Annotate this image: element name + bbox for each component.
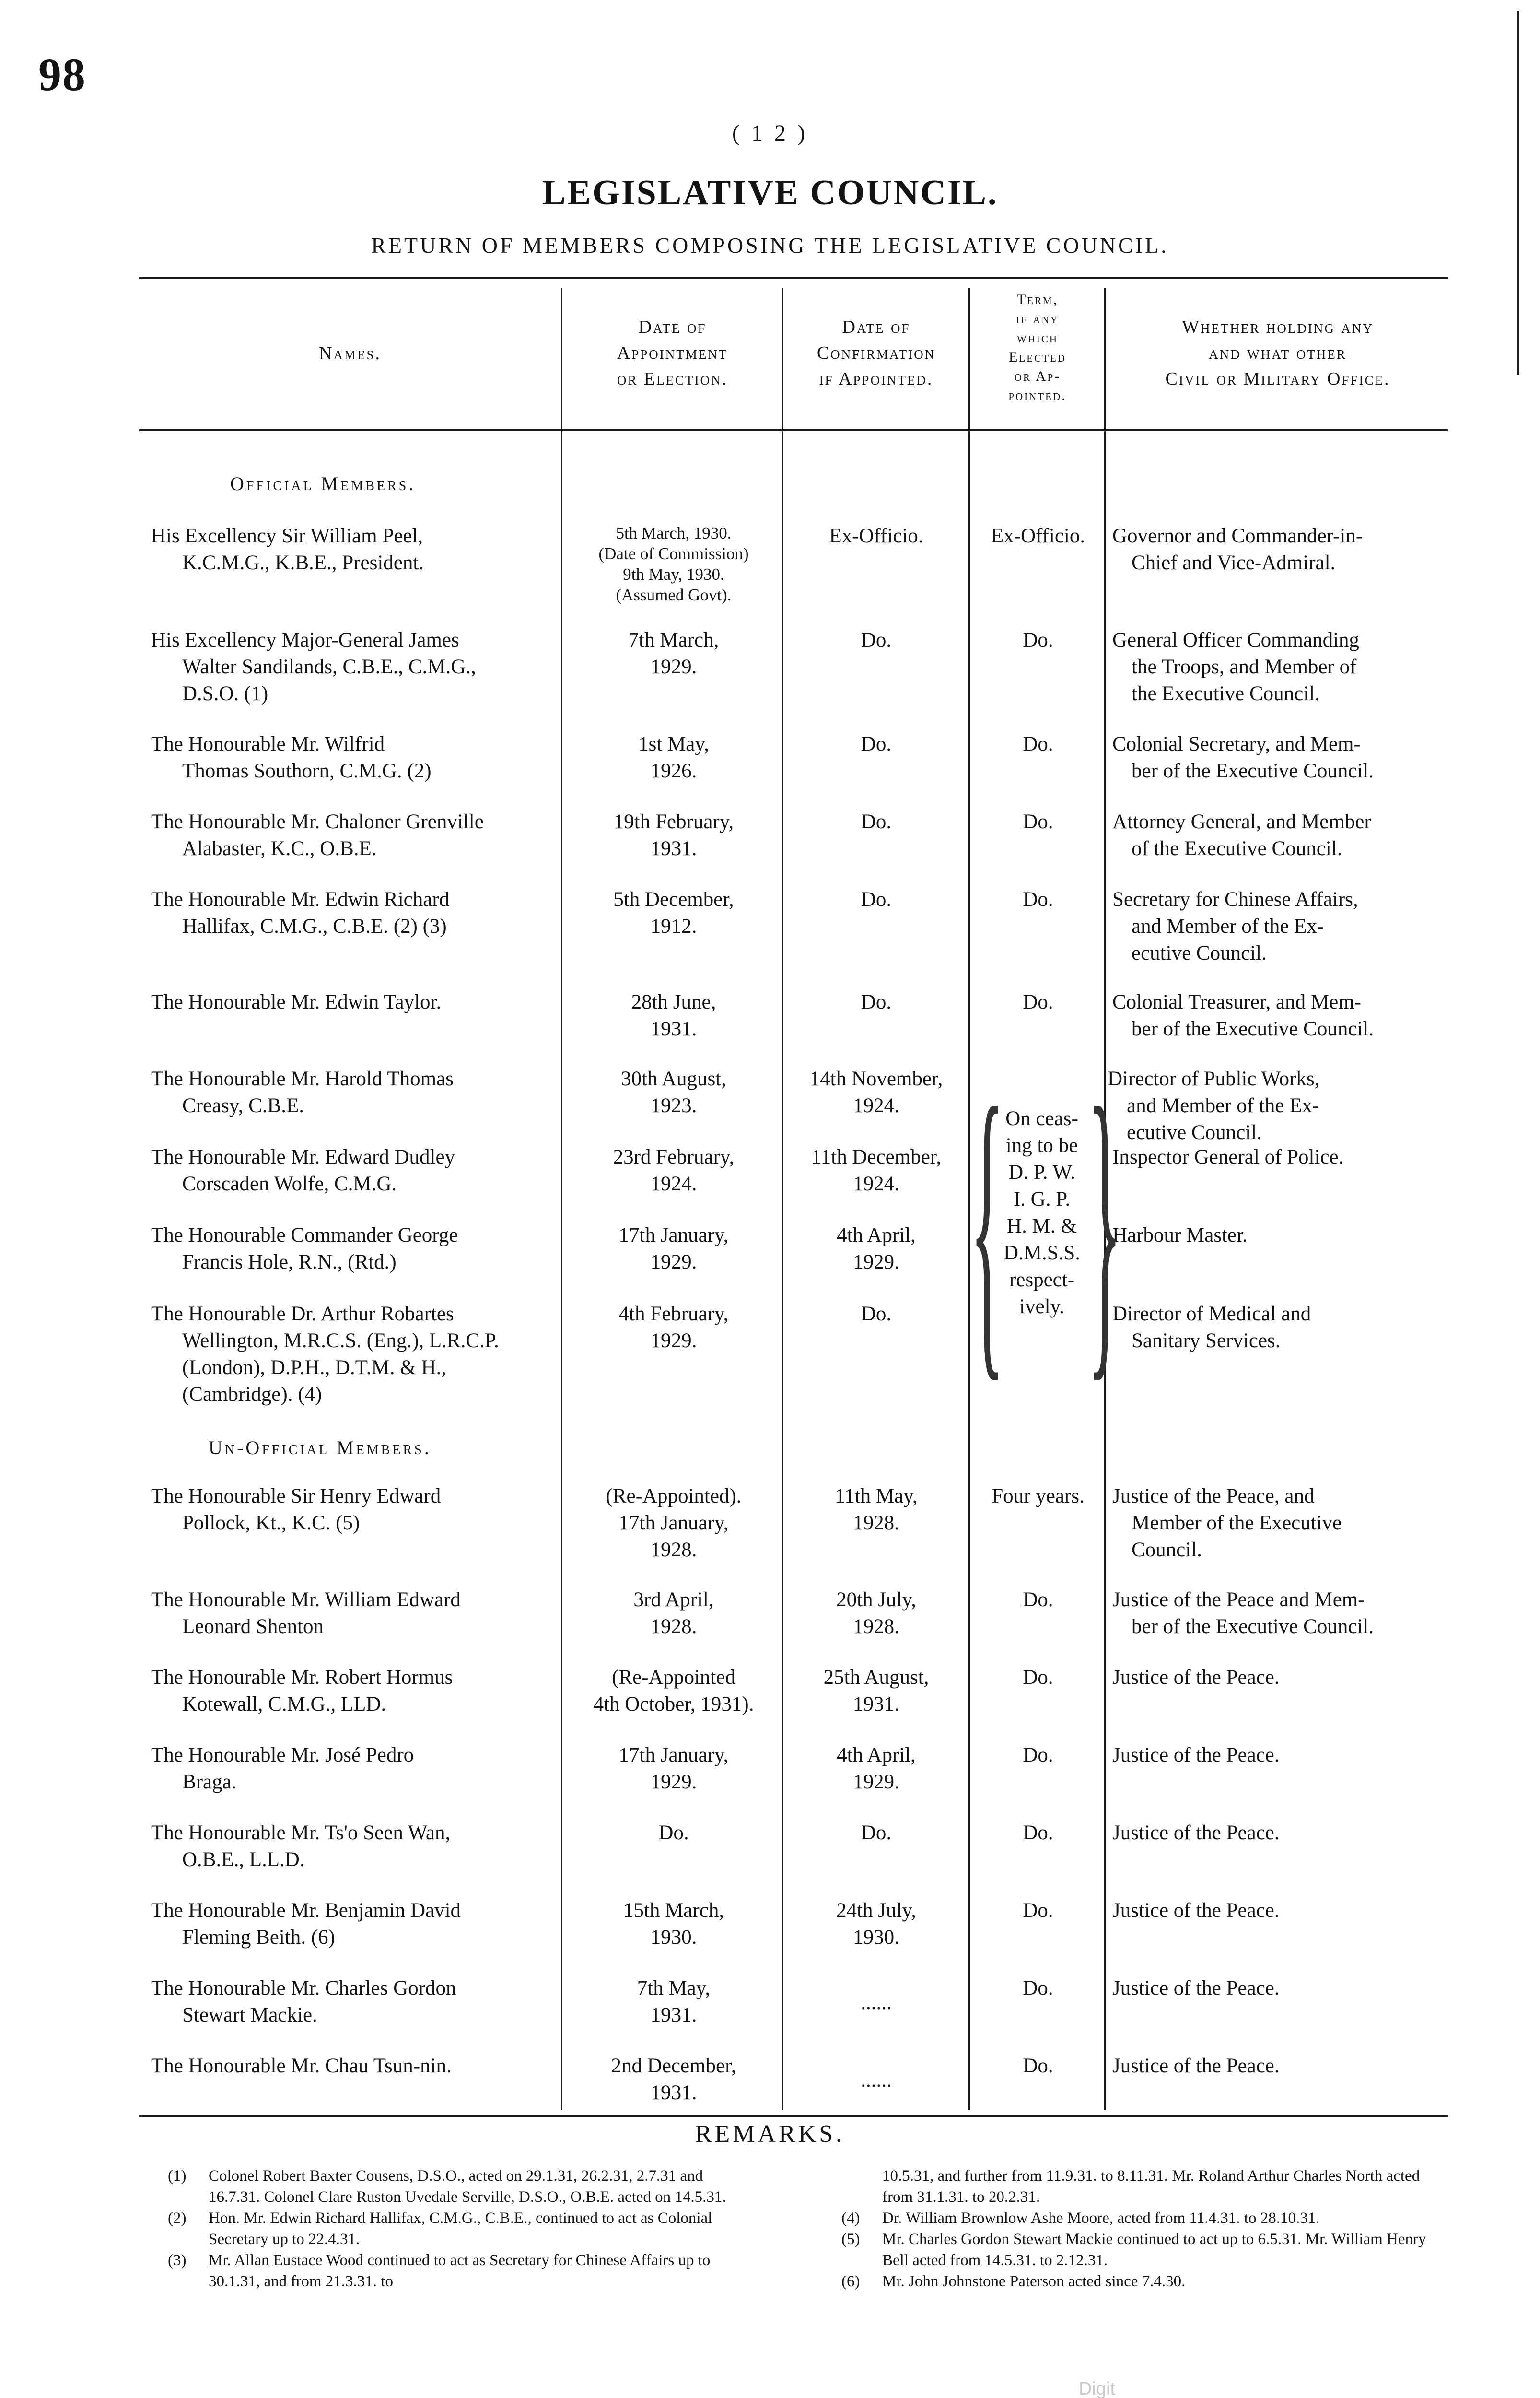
appointment-date: 3rd April, 1928. <box>633 1588 714 1638</box>
term: Do. <box>1023 1899 1053 1922</box>
remarks-right-column <box>841 2165 1441 2292</box>
appointment-date: 28th June, 1931. <box>631 991 716 1040</box>
right-brace: } <box>1087 1042 1122 1409</box>
remarks-left-column <box>168 2165 743 2292</box>
term: Do. <box>1023 1744 1053 1766</box>
confirmation-date: Do. <box>861 1822 892 1844</box>
other-office: Justice of the Peace. <box>1112 1977 1280 1999</box>
other-office: Inspector General of Police. <box>1112 1146 1344 1168</box>
member-name: The Honourable Mr. José Pedro Braga. <box>151 1744 414 1793</box>
confirmation-date: Do. <box>861 811 892 833</box>
appointment-date: 30th August, 1923. <box>621 1068 726 1117</box>
appointment-date: 2nd December, 1931. <box>611 2055 736 2104</box>
column-divider <box>561 288 562 2110</box>
remark-note: (6) Mr. John Johnstone Paterson acted since 7.4.30. <box>841 2273 1186 2290</box>
member-name: The Honourable Commander George Francis Hole, R.N., (Rtd.) <box>151 1224 458 1273</box>
member-name: The Honourable Mr. Chaloner Grenville Alabaster, K.C., O.B.E. <box>151 811 484 860</box>
remark-note: (1) Colonel Robert Baxter Cousens, D.S.O., acted on 29.1.31, 26.2.31, 2.7.31 and 16.7.31. Colonel Clare Ruston Uvedale Serville, D.S.O., O.B.E. acted on 14.5.31. <box>168 2167 726 2206</box>
confirmation-date: ...... <box>861 2069 892 2092</box>
other-office: Justice of the Peace. <box>1112 1744 1280 1766</box>
appointment-date: 19th February, 1931. <box>613 811 734 860</box>
member-name: The Honourable Mr. Wilfrid Thomas Southorn, C.M.G. (2) <box>151 733 432 782</box>
other-office: Justice of the Peace. <box>1112 1666 1280 1689</box>
member-name: His Excellency Sir William Peel, K.C.M.G., K.B.E., President. <box>151 525 424 574</box>
appointment-date: 7th March, 1929. <box>628 629 719 678</box>
watermark: Digit <box>1079 2379 1116 2398</box>
other-office: Colonial Treasurer, and Mem- ber of the Executive Council. <box>1112 991 1374 1040</box>
remark-note: (5) Mr. Charles Gordon Stewart Mackie continued to act up to 6.5.31. Mr. William Henry Bell acted from 14.5.31. to 2.12.31. <box>841 2231 1426 2269</box>
appointment-date: 5th December, 1912. <box>613 888 734 938</box>
other-office: Justice of the Peace and Mem- ber of the Executive Council. <box>1112 1588 1374 1638</box>
appointment-date: (Re-Appointed 4th October, 1931). <box>593 1666 754 1716</box>
table-bottom-rule <box>139 2115 1448 2117</box>
term: Do. <box>1023 1588 1053 1611</box>
table-top-rule <box>139 277 1448 279</box>
member-name: The Honourable Mr. Edwin Richard Hallifax, C.M.G., C.B.E. (2) (3) <box>151 888 450 938</box>
appointment-date: 7th May, 1931. <box>637 1977 711 2026</box>
term: Do. <box>1023 991 1053 1013</box>
term: Do. <box>1023 1822 1053 1844</box>
member-name: The Honourable Mr. Charles Gordon Stewart Mackie. <box>151 1977 456 2026</box>
appointment-date: 1st May, 1926. <box>638 733 709 782</box>
page-title: LEGISLATIVE COUNCIL. <box>542 173 998 212</box>
term: Ex-Officio. <box>991 525 1085 547</box>
confirmation-date: 14th November, 1924. <box>809 1068 943 1117</box>
other-office: Director of Medical and Sanitary Services. <box>1112 1303 1311 1352</box>
header-names: Names. <box>319 343 381 364</box>
page-number: 98 <box>38 49 86 100</box>
confirmation-date: 24th July, 1930. <box>836 1899 916 1949</box>
appointment-date: 23rd February, 1924. <box>613 1146 735 1195</box>
section-unofficial-members: Un-Official Members. <box>209 1437 432 1458</box>
confirmation-date: Do. <box>861 1303 892 1325</box>
term: Do. <box>1023 1977 1053 1999</box>
remark-note: (4) Dr. William Brownlow Ashe Moore, acted from 11.4.31. to 28.10.31. <box>841 2210 1320 2227</box>
member-name: The Honourable Mr. William Edward Leonard Shenton <box>151 1588 461 1638</box>
other-office: General Officer Commanding the Troops, and Member of the Executive Council. <box>1112 629 1360 705</box>
member-name: The Honourable Mr. Edwin Taylor. <box>151 991 442 1013</box>
page-subtitle: RETURN OF MEMBERS COMPOSING THE LEGISLATIVE COUNCIL. <box>371 233 1169 258</box>
confirmation-date: Ex-Officio. <box>829 525 923 547</box>
header-term: Term, if any which Elected or Ap- pointed. <box>1008 292 1067 403</box>
header-confirmation: Date of Confirmation if Appointed. <box>817 317 936 389</box>
confirmation-date: 20th July, 1928. <box>836 1588 916 1638</box>
member-name: The Honourable Dr. Arthur Robartes Wellington, M.R.C.S. (Eng.), L.R.C.P. (London), D.P.H., D.T.M. & H., (Cambridge). (4) <box>151 1303 499 1406</box>
other-office: Justice of the Peace. <box>1112 2055 1280 2077</box>
confirmation-date: 4th April, 1929. <box>837 1224 916 1273</box>
other-office: Justice of the Peace. <box>1112 1899 1280 1922</box>
confirmation-date: 4th April, 1929. <box>837 1744 916 1793</box>
table-header-rule <box>139 429 1448 431</box>
other-office: Director of Public Works, and Member of the Ex- ecutive Council. <box>1108 1068 1320 1144</box>
appointment-date: 4th February, 1929. <box>618 1303 729 1352</box>
other-office: Harbour Master. <box>1112 1224 1248 1246</box>
confirmation-date: Do. <box>861 629 892 651</box>
confirmation-date: ...... <box>861 1991 892 2014</box>
merged-term-cell: On ceas- ing to be D. P. W. I. G. P. H. M. & D.M.S.S. respect- ively. <box>1003 1107 1081 1318</box>
appointment-date: (Re-Appointed). 17th January, 1928. <box>606 1485 742 1561</box>
confirmation-date: 11th May, 1928. <box>835 1485 918 1534</box>
appointment-date: 5th March, 1930. (Date of Commission) 9th May, 1930. (Assumed Govt). <box>598 524 749 604</box>
remark-note: 10.5.31, and further from 11.9.31. to 8.11.31. Mr. Roland Arthur Charles North acted from 31.1.31. to 20.2.31. <box>882 2167 1420 2206</box>
remark-note: (2) Hon. Mr. Edwin Richard Hallifax, C.M.G., C.B.E., continued to act as Colonial Secretary up to 22.4.31. <box>168 2210 712 2248</box>
member-name: The Honourable Mr. Ts'o Seen Wan, O.B.E., L.L.D. <box>151 1822 451 1871</box>
term: Do. <box>1023 2055 1053 2077</box>
member-name: The Honourable Mr. Harold Thomas Creasy, C.B.E. <box>151 1068 454 1117</box>
other-office: Attorney General, and Member of the Executive Council. <box>1112 811 1371 860</box>
other-office: Colonial Secretary, and Mem- ber of the Executive Council. <box>1112 733 1374 782</box>
term: Do. <box>1023 629 1053 651</box>
other-office: Governor and Commander-in- Chief and Vice-Admiral. <box>1112 525 1363 574</box>
term: Do. <box>1023 811 1053 833</box>
other-office: Justice of the Peace. <box>1112 1822 1280 1844</box>
member-name: The Honourable Mr. Edward Dudley Corscaden Wolfe, C.M.G. <box>151 1146 455 1195</box>
other-office: Secretary for Chinese Affairs, and Member of the Ex- ecutive Council. <box>1112 888 1358 964</box>
member-name: The Honourable Mr. Robert Hormus Kotewall, C.M.G., LLD. <box>151 1666 453 1716</box>
term: Do. <box>1023 1666 1053 1689</box>
appointment-date: 17th January, 1929. <box>618 1224 729 1273</box>
confirmation-date: Do. <box>861 991 892 1013</box>
member-name: His Excellency Major-General James Walter Sandilands, C.B.E., C.M.G., D.S.O. (1) <box>151 629 476 705</box>
section-official-members: Official Members. <box>230 473 416 494</box>
member-name: The Honourable Mr. Benjamin David Fleming Beith. (6) <box>151 1899 461 1949</box>
member-name: The Honourable Sir Henry Edward Pollock, Kt., K.C. (5) <box>151 1485 441 1534</box>
column-divider <box>782 288 783 2110</box>
term: Do. <box>1023 733 1053 755</box>
remarks-title: REMARKS. <box>695 2120 845 2148</box>
other-office: Justice of the Peace, and Member of the Executive Council. <box>1112 1485 1342 1561</box>
appointment-date: 15th March, 1930. <box>623 1899 724 1949</box>
confirmation-date: 11th December, 1924. <box>811 1146 942 1195</box>
appointment-date: 17th January, 1929. <box>618 1744 729 1793</box>
confirmation-date: 25th August, 1931. <box>823 1666 929 1716</box>
header-appointment: Date of Appointment or Election. <box>617 317 728 389</box>
remark-note: (3) Mr. Allan Eustace Wood continued to act as Secretary for Chinese Affairs up to 30.1.31, and from 21.3.31. to <box>168 2252 711 2290</box>
confirmation-date: Do. <box>861 733 892 755</box>
confirmation-date: Do. <box>861 888 892 911</box>
member-name: The Honourable Mr. Chau Tsun-nin. <box>151 2055 452 2077</box>
left-brace: { <box>970 1042 1004 1409</box>
term: Do. <box>1023 888 1053 911</box>
appointment-date: Do. <box>658 1822 689 1844</box>
sheet-number: ( 1 2 ) <box>732 120 808 146</box>
header-office: Whether holding any and what other Civil or Military Office. <box>1165 317 1390 389</box>
term: Four years. <box>992 1485 1085 1507</box>
